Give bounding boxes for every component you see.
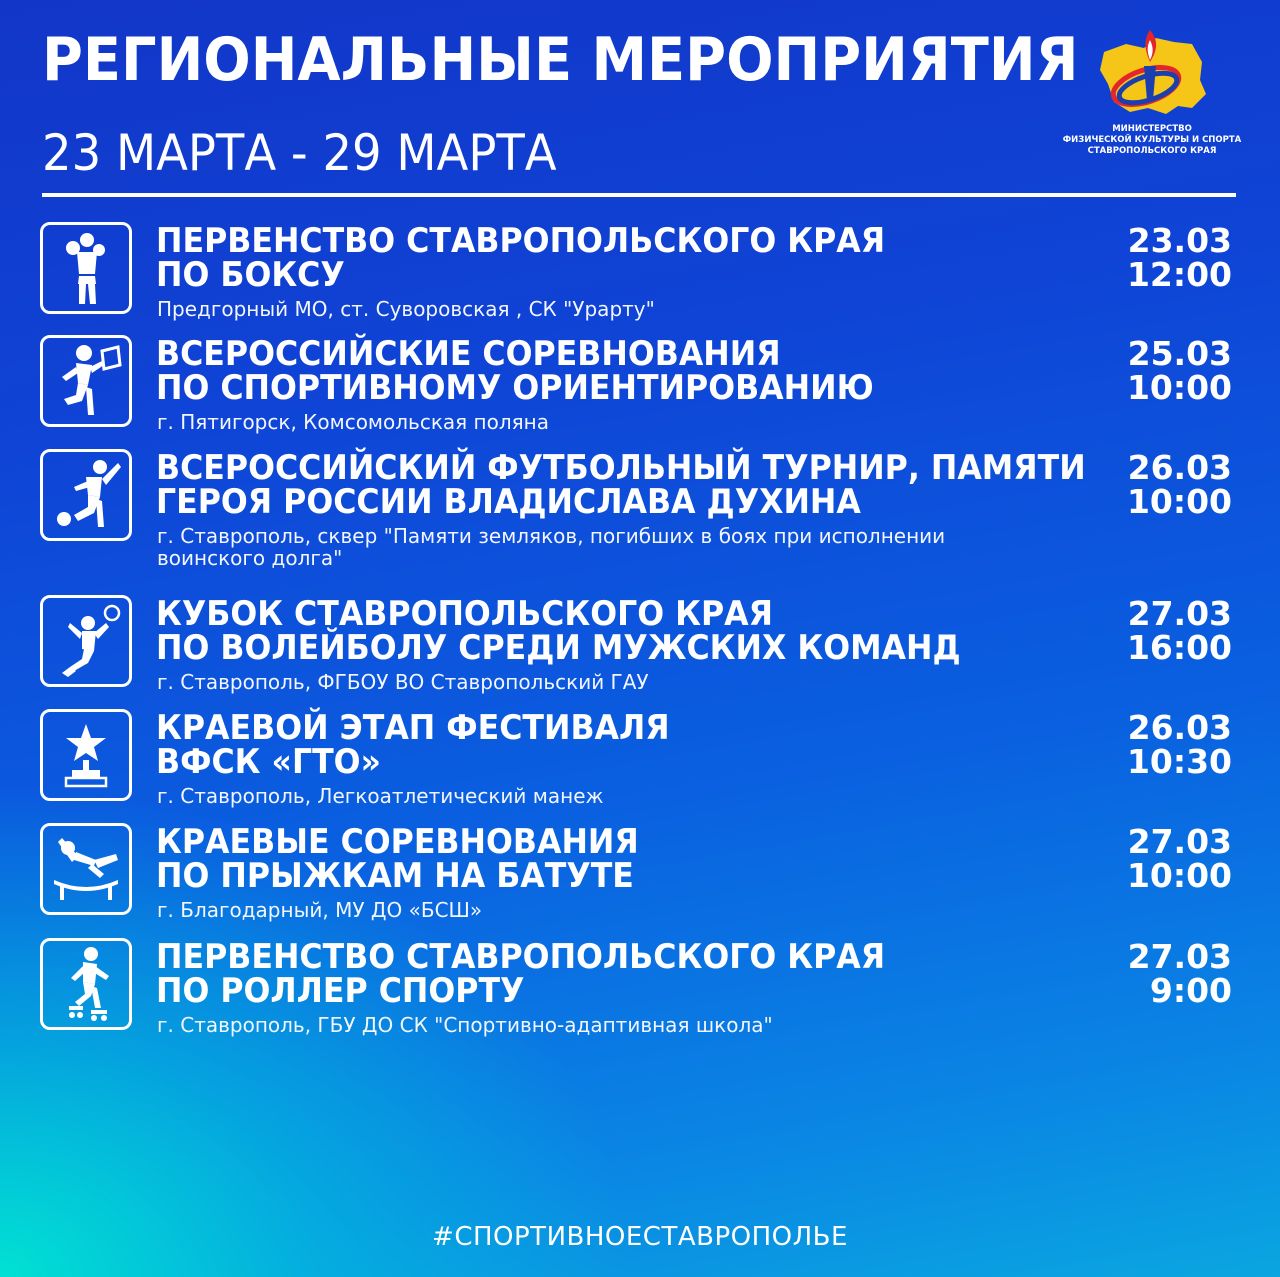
event-time: 10:00 <box>1126 368 1232 407</box>
event-location: г. Пятигорск, Комсомольская поляна <box>157 410 550 434</box>
event-title-line1: ВСЕРОССИЙСКИЙ ФУТБОЛЬНЫЙ ТУРНИР, ПАМЯТИ <box>156 448 1086 488</box>
logo-text-line1: МИНИСТЕРСТВО <box>1112 124 1192 134</box>
page-title: РЕГИОНАЛЬНЫЕ МЕРОПРИЯТИЯ <box>42 25 1079 95</box>
hashtag: #СПОРТИВНОЕСТАВРОПОЛЬЕ <box>432 1222 848 1252</box>
event-title-line2: ПО ВОЛЕЙБОЛУ СРЕДИ МУЖСКИХ КОМАНД <box>156 628 961 668</box>
event-date: 27.03 <box>1127 822 1232 861</box>
event-title-line2: ПО СПОРТИВНОМУ ОРИЕНТИРОВАНИЮ <box>156 368 874 408</box>
event-date: 25.03 <box>1127 334 1232 373</box>
event-title-line1: ПЕРВЕНСТВО СТАВРОПОЛЬСКОГО КРАЯ <box>156 221 886 261</box>
event-location: г. Ставрополь, Легкоатлетический манеж <box>157 784 604 808</box>
event-title-line2: ПО РОЛЛЕР СПОРТУ <box>156 971 525 1011</box>
event-date: 26.03 <box>1127 708 1232 747</box>
event-time: 12:00 <box>1126 255 1232 294</box>
trampoline-icon <box>40 823 132 915</box>
event-title-line1: КРАЕВОЙ ЭТАП ФЕСТИВАЛЯ <box>156 708 670 748</box>
event-date: 26.03 <box>1127 448 1232 487</box>
logo-text-line3: СТАВРОПОЛЬСКОГО КРАЯ <box>1087 146 1217 156</box>
football-icon <box>40 449 132 541</box>
event-date: 27.03 <box>1127 594 1232 633</box>
date-range: 23 МАРТА - 29 МАРТА <box>42 124 557 182</box>
trophy-star-icon <box>40 709 132 801</box>
event-time: 10:00 <box>1126 482 1232 521</box>
event-date: 27.03 <box>1127 937 1232 976</box>
event-time: 10:30 <box>1126 742 1232 781</box>
event-title-line2: ПО ПРЫЖКАМ НА БАТУТЕ <box>156 856 634 896</box>
event-title-line1: ПЕРВЕНСТВО СТАВРОПОЛЬСКОГО КРАЯ <box>156 937 886 977</box>
event-title-line2: ГЕРОЯ РОССИИ ВЛАДИСЛАВА ДУХИНА <box>156 482 861 522</box>
event-location: г. Ставрополь, сквер "Памяти земляков, погибших в боях при исполнении воинского долга" <box>157 524 946 570</box>
event-title-line1: КРАЕВЫЕ СОРЕВНОВАНИЯ <box>156 822 639 862</box>
roller-skating-icon <box>40 938 132 1030</box>
logo-text-line2: ФИЗИЧЕСКОЙ КУЛЬТУРЫ И СПОРТА <box>1062 135 1242 145</box>
event-title-line2: ВФСК «ГТО» <box>156 742 381 782</box>
event-time: 9:00 <box>1149 971 1232 1010</box>
boxing-icon <box>40 222 132 314</box>
event-location: г. Ставрополь, ГБУ ДО СК "Спортивно-адаптивная школа" <box>157 1013 773 1037</box>
orienteering-icon <box>40 335 132 427</box>
event-title-line1: ВСЕРОССИЙСКИЕ СОРЕВНОВАНИЯ <box>156 334 781 374</box>
event-time: 16:00 <box>1126 628 1232 667</box>
event-location: г. Ставрополь, ФГБОУ ВО Ставропольский ГАУ <box>157 670 649 694</box>
event-location: Предгорный МО, ст. Суворовская , СК "Урарту" <box>157 297 655 321</box>
event-title-line2: ПО БОКСУ <box>156 255 345 295</box>
event-location: г. Благодарный, МУ ДО «БСШ» <box>157 898 483 922</box>
event-time: 10:00 <box>1126 856 1232 895</box>
volleyball-icon <box>40 595 132 687</box>
event-title-line1: КУБОК СТАВРОПОЛЬСКОГО КРАЯ <box>156 594 773 634</box>
event-date: 23.03 <box>1127 221 1232 260</box>
